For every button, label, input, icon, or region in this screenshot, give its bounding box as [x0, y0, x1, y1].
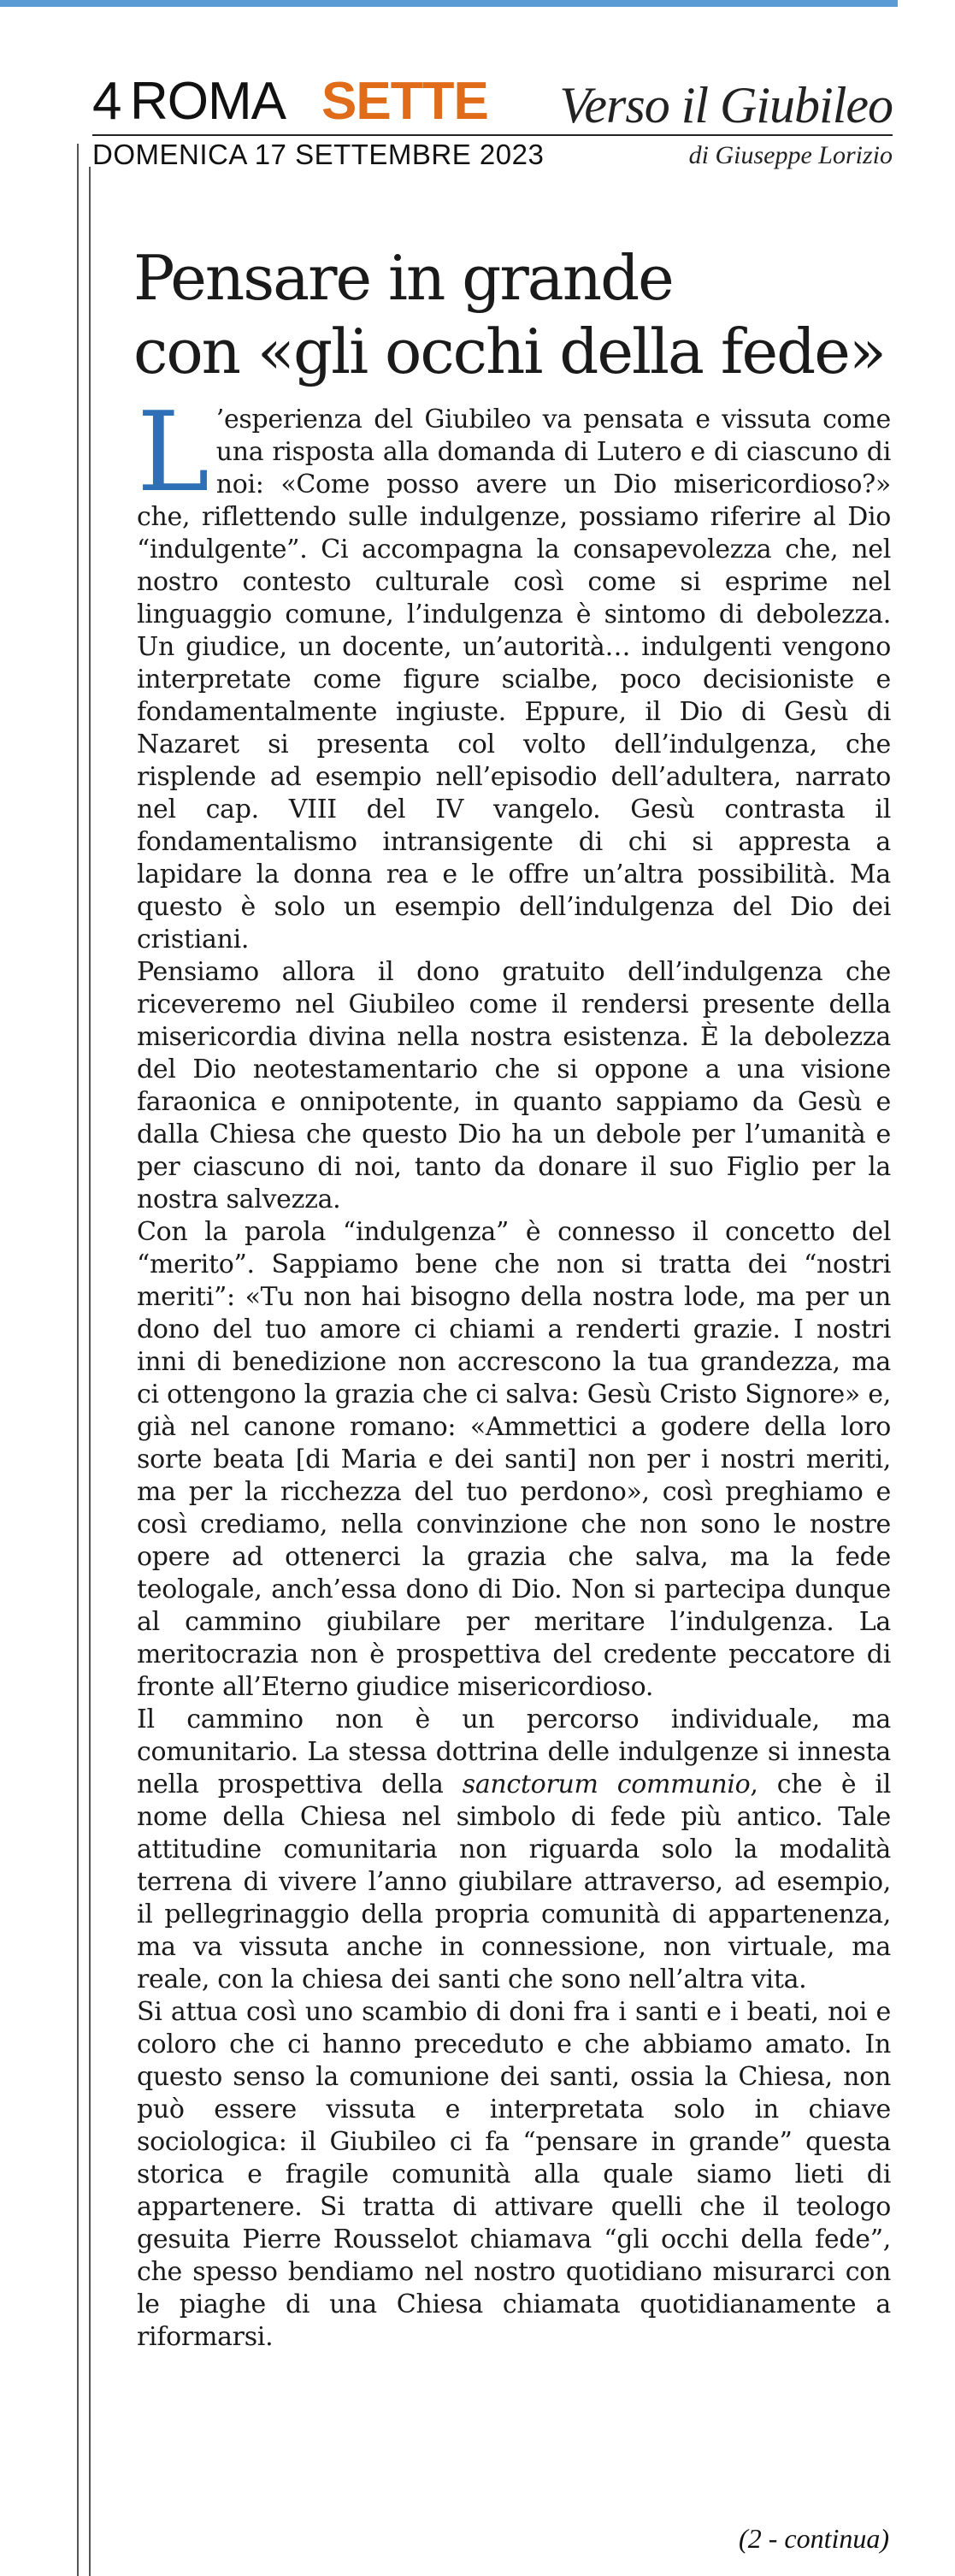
article-headline — [133, 241, 886, 388]
headline-line-1: Pensare in grande — [133, 242, 673, 314]
issue-date: DOMENICA 17 SETTEMBRE 2023 — [92, 139, 545, 170]
article-paragraph-2: Pensiamo allora il dono gratuito dell’indulgenza che riceveremo nel Giubileo come il rendersi presente della misericordia divina nella nostra esistenza. È la debolezza del Dio neotestamentario che si oppone a una visione faraonica e onnipotente, in quanto sappiamo da Gesù e dalla Chiesa che questo Dio ha un debole per l’umanità e per ciascuno di noi, tanto da donare il suo Figlio per la nostra salvezza. — [137, 957, 891, 1214]
drop-cap: L — [137, 389, 209, 517]
paragraph-4-text-start: Il cammino non è un percorso individuale, ma comunitario. La stessa dottrina delle indulgenze si innesta nella prospettiva della — [137, 1705, 891, 1799]
article-paragraph-1 — [137, 389, 891, 956]
continuation-note: (2 - continua) — [739, 2523, 889, 2554]
masthead-roma: ROMA — [130, 72, 286, 131]
column-rule-inner — [89, 167, 91, 2576]
masthead — [92, 70, 893, 133]
paragraph-1-text: ’esperienza del Giubileo va pensata e vissuta come una risposta alla domanda di Lutero e di ciascuno di noi: «Come posso avere un Dio misericordioso?» che, riflettendo sulle indulgenze, possiamo riferire al Dio “indulgente”. Ci accompagna la consapevolezza che, nel nostro contesto culturale così come si esprime nel linguaggio comune, l’indulgenza è sintomo di debolezza. Un giudice, un docente, un’autorità… indulgenti vengono interpretate come figure scialbe, poco decisioniste e fondamentalmente ingiuste. Eppure, il Dio di Gesù di Nazaret si presenta col volto dell’indulgenza, che risplende ad esempio nell’episodio dell’adultera, narrato nel cap. VIII del IV vangelo. Gesù contrasta il fondamentalismo intransigente di chi si appresta a lapidare la donna rea e le offre un’altra possibilità. Ma questo è solo un esempio dell’indulgenza del Dio dei cristiani. — [137, 405, 891, 954]
article-paragraph-3: Con la parola “indulgenza” è connesso il concetto del “merito”. Sappiamo bene che non si tratta dei “nostri meriti”: «Tu non hai bisogno della nostra lode, ma per un dono del tuo amore ci chiami a renderti grazie. I nostri inni di benedizione non accrescono la tua grandezza, ma ci ottengono la grazia che ci salva: Gesù Cristo Signore» e, già nel canone romano: «Ammettici a godere della loro sorte beata [di Maria e dei santi] non per i nostri meriti, ma per la ricchezza del tuo perdono», così preghiamo e così crediamo, nella convinzione che non sono le nostre opere ad ottenerci la grazia che salva, ma la fede teologale, anch’essa dono di Dio. Non si partecipa dunque al cammino giubilare per meritare l’indulgenza. La meritocrazia non è prospettiva del credente peccatore di fronte all’Eterno giudice misericordioso. — [137, 1217, 891, 1702]
masthead-sette: SETTE — [321, 72, 488, 131]
section-title: Verso il Giubileo — [559, 77, 893, 133]
top-accent-bar — [0, 0, 898, 7]
paragraph-4-latin-term: sanctorum communio — [462, 1770, 751, 1799]
page-number: 4 — [92, 72, 122, 131]
column-rule-outer — [77, 144, 79, 2576]
paragraph-4-text-end: , che è il nome della Chiesa nel simbolo di fede più antico. Tale attitudine comunitaria non riguarda solo la modalità terrena di vivere l’anno giubilare attraverso, ad esempio, il pellegrinaggio della propria comunità di appartenenza, ma va vissuta anche in connessione, non virtuale, ma reale, con la chiesa dei santi che sono nell’altra vita. — [137, 1770, 892, 1994]
header-divider — [92, 134, 893, 136]
headline-line-2: con «gli occhi della fede» — [133, 316, 885, 387]
article-paragraph-5: Si attua così uno scambio di doni fra i santi e i beati, noi e coloro che ci hanno preceduto e che abbiamo amato. In questo senso la comunione dei santi, ossia la Chiesa, non può essere vissuta e interpretata solo in chiave sociologica: il Giubileo ci fa “pensare in grande” questa storica e fragile comunità alla quale siamo lieti di appartenere. Si tratta di attivare quelli che il teologo gesuita Pierre Rousselot chiamava “gli occhi della fede”, che spesso bendiamo nel nostro quotidiano misurarci con le piaghe di una Chiesa chiamata quotidianamente a riformarsi. — [137, 1997, 891, 2352]
article-body — [137, 389, 892, 2354]
article-paragraph-4 — [137, 1704, 891, 1996]
author-byline: di Giuseppe Lorizio — [688, 141, 893, 169]
